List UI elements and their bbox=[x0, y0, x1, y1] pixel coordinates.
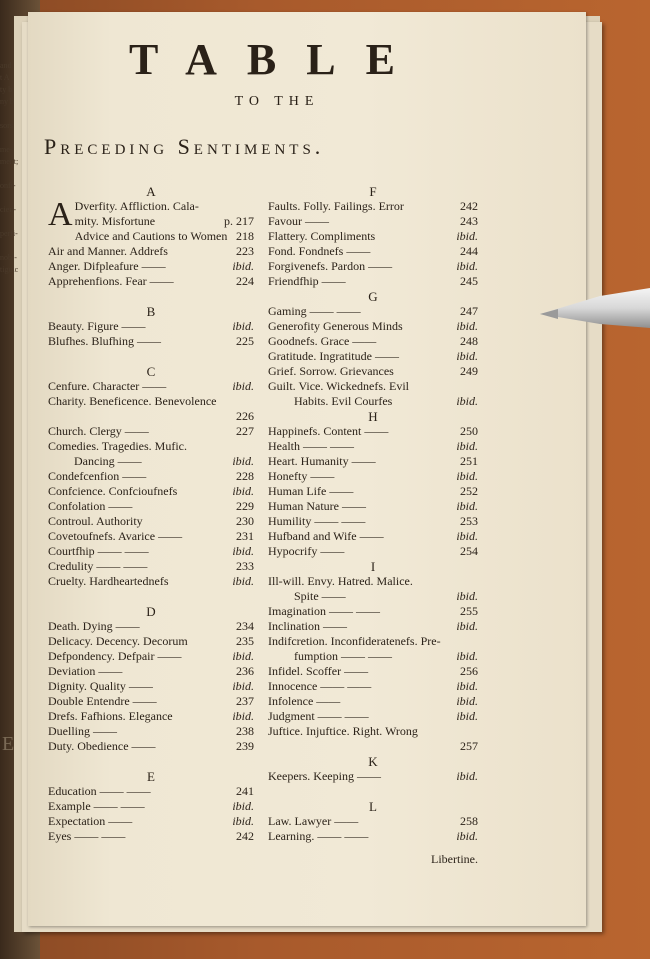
section-letter: L bbox=[369, 799, 377, 814]
index-entry bbox=[268, 499, 478, 514]
index-entry bbox=[268, 229, 478, 244]
entry-text: Comedies. Tragedies. Mufic. bbox=[48, 439, 187, 453]
section-letter: I bbox=[370, 559, 376, 574]
index-entry bbox=[268, 769, 478, 784]
index-entry bbox=[48, 379, 254, 394]
entry-text: Learning. —— —— bbox=[268, 829, 369, 843]
entry-text: Honefty —— bbox=[268, 469, 335, 483]
entry-text: Defpondency. Defpair —— bbox=[48, 649, 182, 663]
page-number: ibid. bbox=[456, 394, 478, 408]
entry-text: Favour —— bbox=[268, 214, 329, 228]
entry-text: Faults. Folly. Failings. Error bbox=[268, 199, 404, 213]
index-column-left bbox=[48, 184, 254, 844]
margin-fragment bbox=[0, 168, 28, 180]
entry-text: Cenfure. Character —— bbox=[48, 379, 167, 393]
entry-text: Confcience. Confcioufnefs bbox=[48, 484, 178, 498]
page-number: p. 217 bbox=[224, 214, 254, 228]
entry-text: Air and Manner. Addrefs bbox=[48, 244, 168, 258]
page-number: 256 bbox=[460, 664, 478, 678]
page-number: ibid. bbox=[232, 259, 254, 273]
index-entry bbox=[268, 244, 478, 259]
margin-letter: E bbox=[2, 733, 15, 755]
margin-fragment: perfi- bbox=[0, 229, 18, 238]
page-number: ibid. bbox=[232, 709, 254, 723]
entry-text: Generofity Generous Minds bbox=[268, 319, 403, 333]
index-entry bbox=[48, 649, 254, 664]
entry-text: Credulity —— —— bbox=[48, 559, 148, 573]
entry-text: Covetoufnefs. Avarice —— bbox=[48, 529, 183, 543]
index-entry bbox=[48, 694, 254, 709]
margin-fragment: cien- bbox=[0, 205, 16, 214]
margin-fragment: ment; bbox=[0, 157, 19, 166]
index-entry bbox=[48, 724, 254, 739]
entry-text: Forgivenefs. Pardon —— bbox=[268, 259, 393, 273]
page-number: 226 bbox=[236, 409, 254, 423]
page-number: 225 bbox=[236, 334, 254, 348]
index-entry bbox=[268, 199, 478, 214]
index-entry bbox=[268, 724, 478, 739]
entry-text: Human Life —— bbox=[268, 484, 354, 498]
entry-text: Dancing —— bbox=[74, 454, 142, 468]
index-entry bbox=[268, 334, 478, 349]
margin-fragment bbox=[0, 108, 28, 120]
index-entry bbox=[48, 739, 254, 754]
entry-text: Hufband and Wife —— bbox=[268, 529, 384, 543]
page-number: ibid. bbox=[456, 679, 478, 693]
index-entry bbox=[268, 664, 478, 679]
page-number: 239 bbox=[236, 739, 254, 753]
entry-text: Dignity. Quality —— bbox=[48, 679, 153, 693]
index-entry bbox=[48, 619, 254, 634]
page-number: 231 bbox=[236, 529, 254, 543]
index-entry bbox=[268, 364, 478, 379]
page-number: 228 bbox=[236, 469, 254, 483]
entry-text: Delicacy. Decency. Decorum bbox=[48, 634, 188, 648]
page-number: ibid. bbox=[232, 799, 254, 813]
page-title: TABLE bbox=[129, 35, 425, 84]
entry-text: Juftice. Injuftice. Right. Wrong bbox=[268, 724, 418, 738]
page-number: 234 bbox=[236, 619, 254, 633]
entry-text: mity. Misfortune bbox=[74, 214, 156, 228]
index-entry bbox=[48, 259, 254, 274]
spacer bbox=[48, 289, 254, 304]
page-number: 254 bbox=[460, 544, 478, 558]
entry-text: Church. Clergy —— bbox=[48, 424, 149, 438]
entry-text: Anger. Difpleafure —— bbox=[48, 259, 166, 273]
page-number: 224 bbox=[236, 274, 254, 288]
entry-text: Blufhes. Blufhing —— bbox=[48, 334, 161, 348]
page-heading: Preceding Sentiments. bbox=[44, 134, 325, 159]
entry-text: Death. Dying —— bbox=[48, 619, 140, 633]
entry-text: Drefs. Fafhions. Elegance bbox=[48, 709, 173, 723]
page-number: ibid. bbox=[232, 454, 254, 468]
entry-text: Eyes —— —— bbox=[48, 829, 126, 843]
page-number: 243 bbox=[460, 214, 478, 228]
page-number: 233 bbox=[236, 559, 254, 573]
margin-fragment bbox=[0, 240, 28, 252]
page-number: ibid. bbox=[456, 319, 478, 333]
entry-text: Humility —— —— bbox=[268, 514, 366, 528]
entry-text: Beauty. Figure —— bbox=[48, 319, 146, 333]
index-entry bbox=[48, 559, 254, 574]
section-letter: B bbox=[146, 304, 156, 319]
entry-text: Infidel. Scoffer —— bbox=[268, 664, 369, 678]
index-entry bbox=[268, 214, 478, 229]
index-entry bbox=[268, 454, 478, 469]
page-number: 247 bbox=[460, 304, 478, 318]
page-number: ibid. bbox=[456, 469, 478, 483]
page-number: ibid. bbox=[232, 544, 254, 558]
page-number: 223 bbox=[236, 244, 254, 258]
entry-text: Ill-will. Envy. Hatred. Malice. bbox=[268, 574, 413, 588]
page-number: 227 bbox=[236, 424, 254, 438]
page-number: ibid. bbox=[456, 619, 478, 633]
entry-text: Advice and Cautions to Women bbox=[74, 229, 228, 243]
entry-text: Hypocrify —— bbox=[268, 544, 345, 558]
index-entry bbox=[268, 514, 478, 529]
entry-text: Happinefs. Content —— bbox=[268, 424, 389, 438]
page-number: ibid. bbox=[232, 319, 254, 333]
entry-text: Controul. Authority bbox=[48, 514, 143, 528]
page-number: 235 bbox=[236, 634, 254, 648]
index-entry bbox=[268, 829, 478, 844]
index-entry bbox=[48, 529, 254, 544]
page-number: 249 bbox=[460, 364, 478, 378]
spacer bbox=[268, 784, 478, 799]
page-number: ibid. bbox=[456, 499, 478, 513]
entry-text: Fond. Fondnefs —— bbox=[268, 244, 371, 258]
spacer bbox=[48, 349, 254, 364]
index-entry bbox=[268, 439, 478, 454]
spacer bbox=[48, 754, 254, 769]
margin-fragment bbox=[0, 216, 28, 228]
page-number: 238 bbox=[236, 724, 254, 738]
page-number: 252 bbox=[460, 484, 478, 498]
index-entry bbox=[268, 604, 478, 619]
index-entry bbox=[268, 634, 478, 649]
page-number: 250 bbox=[460, 424, 478, 438]
entry-text: Heart. Humanity —— bbox=[268, 454, 376, 468]
index-column-right bbox=[268, 184, 478, 844]
catchword: Libertine. bbox=[431, 852, 478, 866]
page-number: ibid. bbox=[232, 679, 254, 693]
entry-text: Keepers. Keeping —— bbox=[268, 769, 381, 783]
entry-text: Imagination —— —— bbox=[268, 604, 380, 618]
margin-fragment: ny b bbox=[0, 97, 14, 106]
left-page-edge-text bbox=[0, 60, 28, 755]
entry-text: Flattery. Compliments bbox=[268, 229, 376, 243]
page-number: ibid. bbox=[232, 574, 254, 588]
pen-pointer-icon bbox=[540, 284, 650, 328]
entry-text: Innocence —— —— bbox=[268, 679, 372, 693]
page-number: 258 bbox=[460, 814, 478, 828]
index-entry bbox=[268, 304, 478, 319]
page-number: 244 bbox=[460, 244, 478, 258]
index-entry bbox=[268, 679, 478, 694]
index-entry bbox=[268, 319, 478, 334]
page-number: ibid. bbox=[456, 769, 478, 783]
margin-fragment bbox=[0, 192, 28, 204]
index-entry bbox=[268, 394, 478, 409]
index-entry bbox=[268, 349, 478, 364]
index-entry bbox=[48, 709, 254, 724]
index-entry bbox=[48, 424, 254, 439]
page-number: ibid. bbox=[232, 814, 254, 828]
index-entry bbox=[268, 259, 478, 274]
index-entry bbox=[268, 379, 478, 394]
entry-text: Friendfhip —— bbox=[268, 274, 346, 288]
index-entry bbox=[268, 274, 478, 289]
page-number: 248 bbox=[460, 334, 478, 348]
index-entry bbox=[48, 274, 254, 289]
page-number: 229 bbox=[236, 499, 254, 513]
entry-text: Infolence —— bbox=[268, 694, 341, 708]
entry-text: Guilt. Vice. Wickednefs. Evil bbox=[268, 379, 409, 393]
section-letter: A bbox=[146, 184, 156, 199]
margin-fragment: and bbox=[0, 61, 12, 70]
index-entry bbox=[268, 484, 478, 499]
section-letter: D bbox=[146, 604, 156, 619]
entry-text: Courtfhip —— —— bbox=[48, 544, 149, 558]
page-number: ibid. bbox=[232, 484, 254, 498]
entry-text: Gaming —— —— bbox=[268, 304, 361, 318]
index-entry bbox=[268, 469, 478, 484]
entry-text: fumption —— —— bbox=[294, 649, 392, 663]
margin-fragment: t A bbox=[0, 73, 10, 82]
entry-text: Grief. Sorrow. Grievances bbox=[268, 364, 394, 378]
entry-text: Double Entendre —— bbox=[48, 694, 157, 708]
index-entry bbox=[48, 394, 254, 409]
entry-text: Spite —— bbox=[294, 589, 346, 603]
margin-fragment: ty b bbox=[0, 85, 13, 94]
entry-text: Example —— —— bbox=[48, 799, 145, 813]
index-entry bbox=[48, 499, 254, 514]
page-number: ibid. bbox=[456, 229, 478, 243]
entry-text: Judgment —— —— bbox=[268, 709, 369, 723]
entry-text: Condefcenfion —— bbox=[48, 469, 147, 483]
catchword-wrap bbox=[268, 850, 478, 867]
entry-text: Inclination —— bbox=[268, 619, 347, 633]
index-entry bbox=[48, 469, 254, 484]
spacer bbox=[48, 589, 254, 604]
entry-text: Apprehenfions. Fear —— bbox=[48, 274, 174, 288]
entry-text: Dverfity. Affliction. Cala- bbox=[74, 199, 199, 213]
index-entry bbox=[48, 439, 254, 454]
entry-text: Duty. Obedience —— bbox=[48, 739, 156, 753]
index-entry bbox=[48, 454, 254, 469]
entry-text: Confolation —— bbox=[48, 499, 133, 513]
index-entry bbox=[48, 334, 254, 349]
page-number: ibid. bbox=[456, 649, 478, 663]
page-number: ibid. bbox=[232, 649, 254, 663]
index-entry bbox=[268, 529, 478, 544]
margin-fragment: sors bbox=[0, 121, 13, 130]
page-number: 236 bbox=[236, 664, 254, 678]
index-entry bbox=[48, 484, 254, 499]
index-entry bbox=[268, 694, 478, 709]
index-entry bbox=[268, 589, 478, 604]
page-number: 242 bbox=[236, 829, 254, 843]
index-entry bbox=[48, 799, 254, 814]
index-entry bbox=[75, 229, 254, 244]
margin-fragment: tiguic bbox=[0, 265, 19, 274]
page-number: 241 bbox=[236, 784, 254, 798]
margin-fragment bbox=[0, 132, 28, 144]
page-number: 230 bbox=[236, 514, 254, 528]
margin-fragment: me- bbox=[0, 145, 13, 154]
index-entry bbox=[48, 679, 254, 694]
index-entry bbox=[48, 634, 254, 649]
page-number: ibid. bbox=[456, 529, 478, 543]
margin-fragment: nobl- bbox=[0, 253, 17, 262]
section-letter: K bbox=[368, 754, 378, 769]
page-number: ibid. bbox=[456, 589, 478, 603]
page-number: ibid. bbox=[456, 259, 478, 273]
entry-text: Goodnefs. Grace —— bbox=[268, 334, 377, 348]
index-entry bbox=[48, 829, 254, 844]
entry-text: Cruelty. Hardheartednefs bbox=[48, 574, 169, 588]
page-number: 255 bbox=[460, 604, 478, 618]
index-entry bbox=[268, 709, 478, 724]
section-letter: G bbox=[368, 289, 378, 304]
entry-text: Human Nature —— bbox=[268, 499, 366, 513]
page-number: 237 bbox=[236, 694, 254, 708]
index-entry bbox=[268, 544, 478, 559]
page-number: ibid. bbox=[456, 709, 478, 723]
section-letter: E bbox=[147, 769, 155, 784]
entry-text: Expectation —— bbox=[48, 814, 133, 828]
entry-text: Indifcretion. Inconfideratenefs. Pre- bbox=[268, 634, 441, 648]
page-number: 218 bbox=[236, 229, 254, 243]
drop-cap: A bbox=[48, 196, 73, 233]
page-number: ibid. bbox=[456, 349, 478, 363]
page-number: ibid. bbox=[456, 829, 478, 843]
entry-text: Charity. Beneficence. Benevolence bbox=[48, 394, 217, 408]
index-entry bbox=[268, 619, 478, 634]
entry-text: Gratitude. Ingratitude —— bbox=[268, 349, 399, 363]
entry-text: Habits. Evil Courfes bbox=[294, 394, 393, 408]
page-number: ibid. bbox=[232, 379, 254, 393]
entry-text: Health —— —— bbox=[268, 439, 354, 453]
index-entry bbox=[268, 424, 478, 439]
page-number: ibid. bbox=[456, 439, 478, 453]
page-number: 257 bbox=[460, 739, 478, 753]
section-letter: C bbox=[146, 364, 156, 379]
index-entry bbox=[48, 514, 254, 529]
index-entry bbox=[48, 574, 254, 589]
entry-text: Education —— —— bbox=[48, 784, 151, 798]
index-entry bbox=[268, 649, 478, 664]
index-entry bbox=[48, 784, 254, 799]
margin-fragment: onfi- bbox=[0, 181, 16, 190]
index-entry bbox=[48, 196, 254, 233]
entry-text: Deviation —— bbox=[48, 664, 123, 678]
entry-text: Law. Lawyer —— bbox=[268, 814, 359, 828]
index-entry bbox=[268, 814, 478, 829]
index-entry bbox=[48, 544, 254, 559]
section-letter: F bbox=[369, 184, 377, 199]
page-number: 245 bbox=[460, 274, 478, 288]
page-number: ibid. bbox=[456, 694, 478, 708]
section-letter: H bbox=[368, 409, 378, 424]
index-entry bbox=[48, 319, 254, 334]
page-subtitle: TO THE bbox=[234, 94, 320, 109]
index-entry bbox=[48, 664, 254, 679]
page-number: 242 bbox=[460, 199, 478, 213]
index-entry bbox=[48, 814, 254, 829]
index-entry bbox=[48, 244, 254, 259]
entry-text: Duelling —— bbox=[48, 724, 117, 738]
page-number: 251 bbox=[460, 454, 478, 468]
index-entry bbox=[268, 574, 478, 589]
page-number: 253 bbox=[460, 514, 478, 528]
